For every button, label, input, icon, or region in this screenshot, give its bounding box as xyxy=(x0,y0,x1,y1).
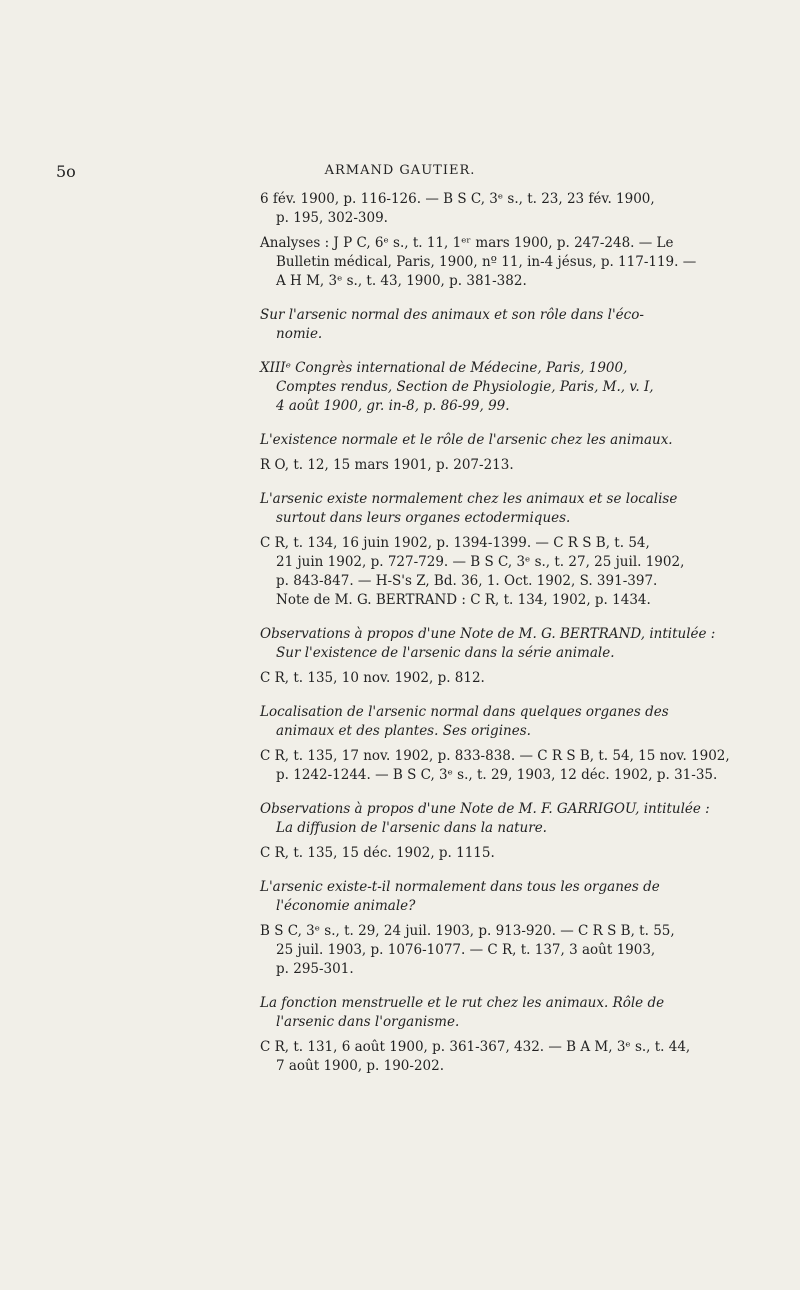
text-line: l'économie animale? xyxy=(276,898,416,914)
entry-title xyxy=(260,994,775,1032)
text-line: Localisation de l'arsenic normal dans quelques organes des xyxy=(260,704,669,720)
entry-title xyxy=(260,306,775,344)
entry-reference xyxy=(260,456,775,475)
entry-title xyxy=(260,878,775,916)
text-line: A H M, 3ᵉ s., t. 43, 1900, p. 381-382. xyxy=(276,273,527,289)
text-line: 21 juin 1902, p. 727-729. — B S C, 3ᵉ s., t. 27, 25 juil. 1902, xyxy=(276,554,685,570)
text-line: C R, t. 135, 15 déc. 1902, p. 1115. xyxy=(260,845,495,861)
entry-title xyxy=(260,490,775,528)
entry-title xyxy=(260,625,775,663)
text-line: Bulletin médical, Paris, 1900, nº 11, in-4 jésus, p. 117-119. — xyxy=(276,254,697,270)
text-line: 25 juil. 1903, p. 1076-1077. — C R, t. 137, 3 août 1903, xyxy=(276,942,656,958)
entry-reference xyxy=(260,747,775,785)
entry-title xyxy=(260,703,775,741)
text-line: nomie. xyxy=(276,326,323,342)
entry-reference xyxy=(260,922,775,979)
entry-title xyxy=(260,800,775,838)
text-line: Sur l'arsenic normal des animaux et son rôle dans l'éco- xyxy=(260,307,644,323)
text-line: La diffusion de l'arsenic dans la nature. xyxy=(276,820,547,836)
entry-reference xyxy=(260,844,775,863)
entry-title xyxy=(260,431,775,450)
text-line: p. 843-847. — H-S's Z, Bd. 36, 1. Oct. 1902, S. 391-397. xyxy=(276,573,658,589)
text-line: Sur l'existence de l'arsenic dans la série animale. xyxy=(276,645,615,661)
text-line: 6 fév. 1900, p. 116-126. — B S C, 3ᵉ s., t. 23, 23 fév. 1900, xyxy=(260,191,655,207)
entry-reference xyxy=(260,190,775,228)
text-line: Analyses : J P C, 6ᵉ s., t. 11, 1ᵉʳ mars 1900, p. 247-248. — Le xyxy=(260,235,674,251)
entry-reference xyxy=(260,234,775,291)
text-line: l'arsenic dans l'organisme. xyxy=(276,1014,460,1030)
text-line: Comptes rendus, Section de Physiologie, Paris, M., v. I, xyxy=(276,379,654,395)
text-line: L'arsenic existe normalement chez les animaux et se localise xyxy=(260,491,678,507)
text-line: R O, t. 12, 15 mars 1901, p. 207-213. xyxy=(260,457,514,473)
running-head: ARMAND GAUTIER. xyxy=(324,163,476,178)
text-line: C R, t. 134, 16 juin 1902, p. 1394-1399. — C R S B, t. 54, xyxy=(260,535,650,551)
entry-title xyxy=(260,359,775,416)
page-header xyxy=(0,162,800,186)
text-line: XIIIᵉ Congrès international de Médecine, Paris, 1900, xyxy=(260,360,628,376)
entry-reference xyxy=(260,669,775,688)
text-line: Observations à propos d'une Note de M. G. BERTRAND, intitulée : xyxy=(260,626,716,642)
text-line: 4 août 1900, gr. in-8, p. 86-99, 99. xyxy=(276,398,510,414)
text-line: animaux et des plantes. Ses origines. xyxy=(276,723,531,739)
text-line: C R, t. 131, 6 août 1900, p. 361-367, 432. — B A M, 3ᵉ s., t. 44, xyxy=(260,1039,691,1055)
entry-reference xyxy=(260,534,775,610)
text-line: p. 1242-1244. — B S C, 3ᵉ s., t. 29, 1903, 12 déc. 1902, p. 31-35. xyxy=(276,767,718,783)
page-number: 5o xyxy=(56,162,76,181)
text-line: Note de M. G. BERTRAND : C R, t. 134, 1902, p. 1434. xyxy=(276,592,651,608)
text-line: p. 295-301. xyxy=(276,961,354,977)
text-line: p. 195, 302-309. xyxy=(276,210,388,226)
text-line: L'existence normale et le rôle de l'arsenic chez les animaux. xyxy=(260,432,673,448)
entry-reference xyxy=(260,1038,775,1076)
text-line: C R, t. 135, 17 nov. 1902, p. 833-838. — C R S B, t. 54, 15 nov. 1902, xyxy=(260,748,730,764)
text-line: surtout dans leurs organes ectodermiques. xyxy=(276,510,571,526)
text-line: 7 août 1900, p. 190-202. xyxy=(276,1058,445,1074)
text-line: L'arsenic existe-t-il normalement dans tous les organes de xyxy=(260,879,660,895)
bibliography-list xyxy=(260,190,775,1076)
text-line: C R, t. 135, 10 nov. 1902, p. 812. xyxy=(260,670,485,686)
text-line: B S C, 3ᵉ s., t. 29, 24 juil. 1903, p. 913-920. — C R S B, t. 55, xyxy=(260,923,675,939)
text-line: La fonction menstruelle et le rut chez les animaux. Rôle de xyxy=(260,995,665,1011)
text-line: Observations à propos d'une Note de M. F. GARRIGOU, intitulée : xyxy=(260,801,710,817)
